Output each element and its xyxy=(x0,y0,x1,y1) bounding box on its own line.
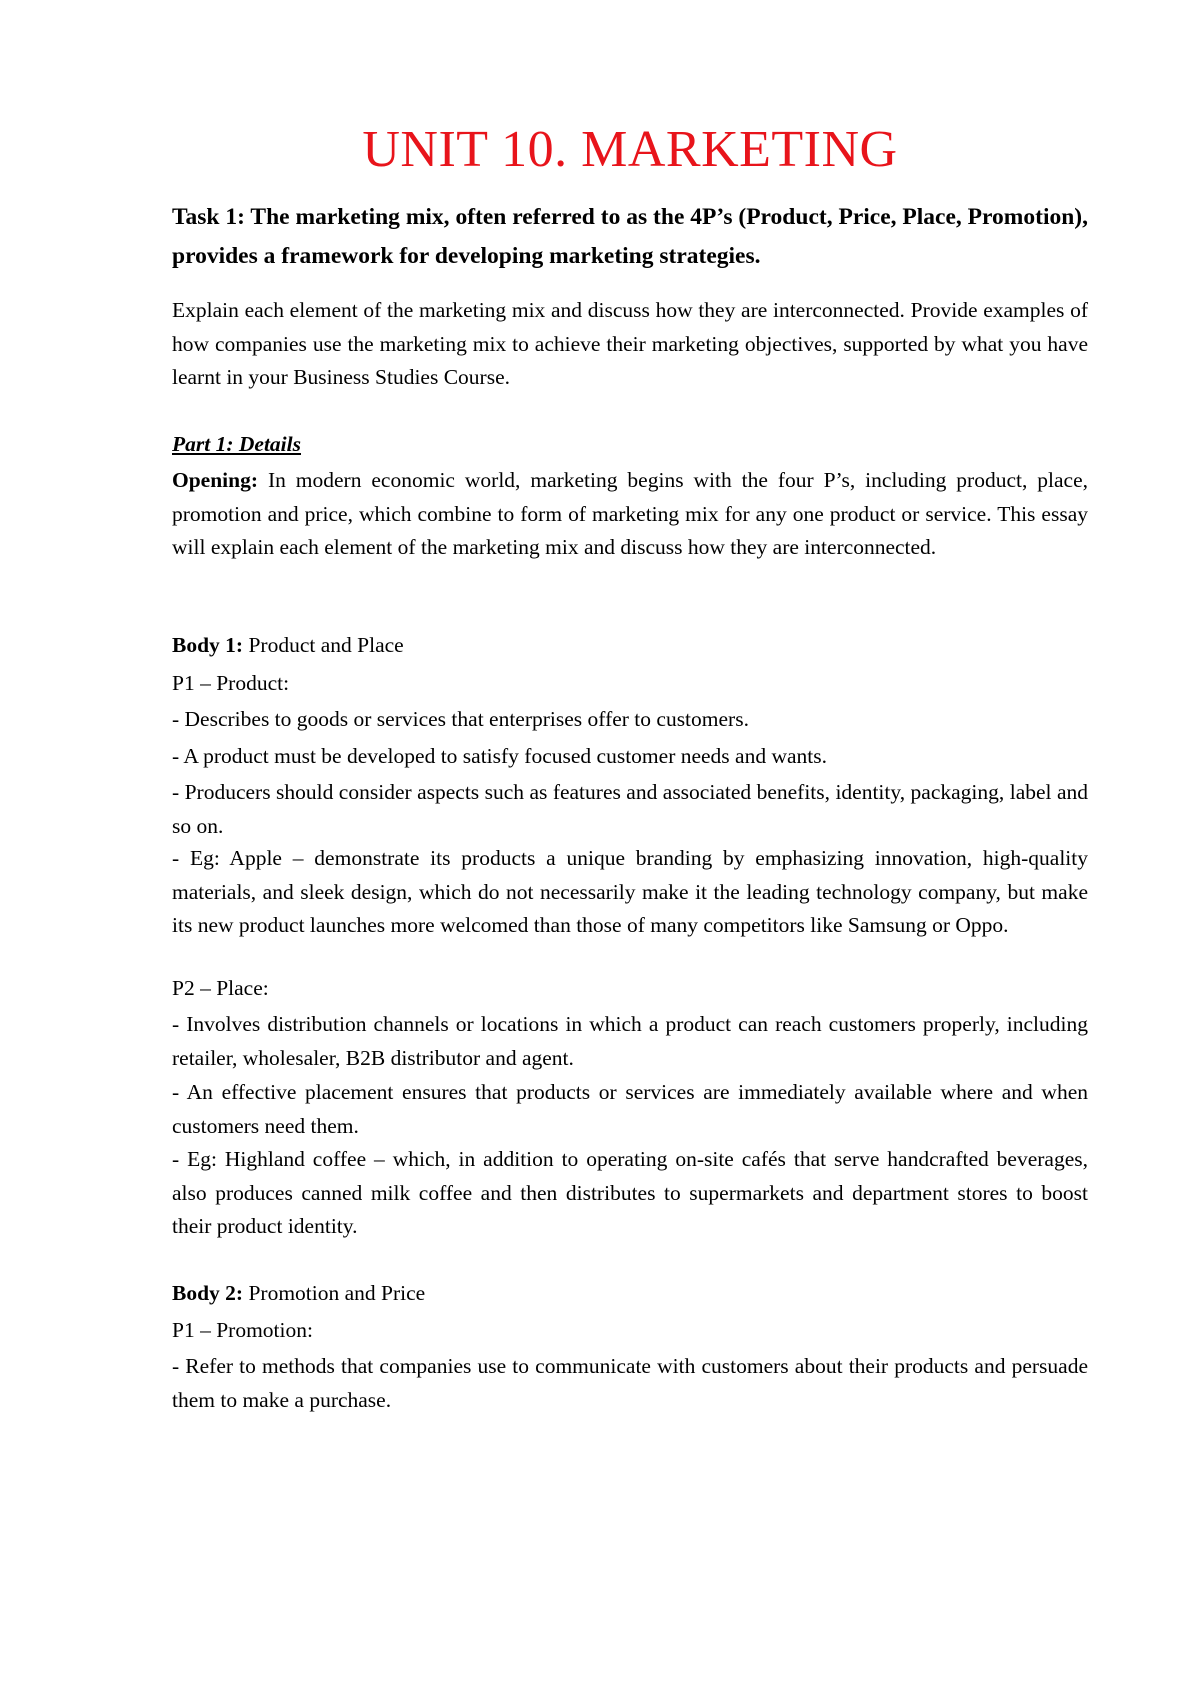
task-instruction: Explain each element of the marketing mix and discuss how they are interconnected. Provide examples of how companies use the marketing mix to achieve their marketing objectives, supported by what you have learnt in your Business Studies Course. xyxy=(172,298,1088,389)
document-title: UNIT 10. MARKETING xyxy=(362,121,898,178)
body-2-p1-heading: P1 – Promotion: xyxy=(172,1318,313,1342)
document-page xyxy=(172,0,1088,1696)
task-heading: Task 1: The marketing mix, often referred to as the 4P’s (Product, Price, Place, Promotion), provides a framework for developing marketing strategies. xyxy=(172,204,1088,269)
opening-paragraph xyxy=(172,464,1088,565)
opening-label: Opening: xyxy=(172,468,259,492)
opening-text: In modern economic world, marketing begins with the four P’s, including product, place, promotion and price, which combine to form of marketing mix for any one product or service. This essay will explain each element of the marketing mix and discuss how they are interconnected. xyxy=(172,468,1088,559)
body-1-p1-heading: P1 – Product: xyxy=(172,671,290,695)
body-2-label: Body 2: xyxy=(172,1281,244,1305)
body-1-p1-item: - Describes to goods or services that enterprises offer to customers. xyxy=(172,707,749,731)
body-1-p2-item: - Involves distribution channels or locations in which a product can reach customers properly, including retailer, wholesaler, B2B distributor and agent. xyxy=(172,1012,1088,1070)
body-1-p1-item: - A product must be developed to satisfy focused customer needs and wants. xyxy=(172,744,828,768)
body-1-p2-item: - An effective placement ensures that products or services are immediately available where and when customers need them. xyxy=(172,1080,1088,1138)
body-1-heading xyxy=(172,629,1088,663)
body-1-p1-item: - Producers should consider aspects such as features and associated benefits, identity, packaging, label and so on. xyxy=(172,780,1088,838)
body-2-heading xyxy=(172,1277,1088,1311)
body-1-label: Body 1: xyxy=(172,633,244,657)
body-1-text: Product and Place xyxy=(243,633,404,657)
body-1-p2-item: - Eg: Highland coffee – which, in addition to operating on-site cafés that serve handcrafted beverages, also produces canned milk coffee and then distributes to supermarkets and department stores to boost their product identity. xyxy=(172,1147,1088,1238)
body-2-p1-item: - Refer to methods that companies use to communicate with customers about their products and persuade them to make a purchase. xyxy=(172,1354,1088,1412)
part-1-heading: Part 1: Details xyxy=(172,432,301,456)
body-1-p1-item: - Eg: Apple – demonstrate its products a unique branding by emphasizing innovation, high-quality materials, and sleek design, which do not necessarily make it the leading technology company, but make its new product launches more welcomed than those of many competitors like Samsung or Oppo. xyxy=(172,846,1088,937)
body-1-p2-heading: P2 – Place: xyxy=(172,976,269,1000)
body-2-text: Promotion and Price xyxy=(243,1281,426,1305)
